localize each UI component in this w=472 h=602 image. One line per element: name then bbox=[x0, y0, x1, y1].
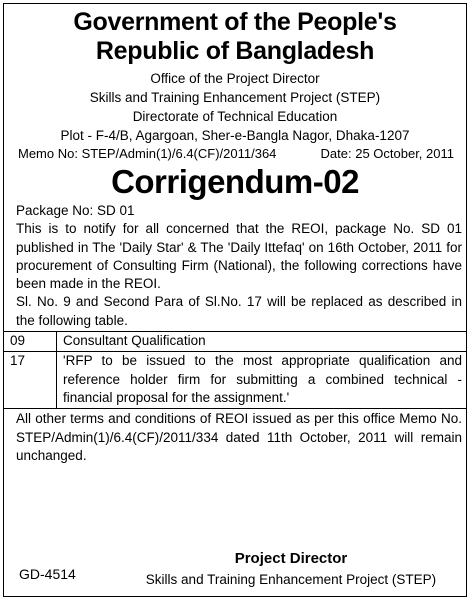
government-title-line2: Republic of Bangladesh bbox=[95, 37, 375, 65]
signatory-block bbox=[126, 548, 456, 590]
gd-code: GD-4514 bbox=[19, 566, 76, 582]
signatory-title: Project Director bbox=[234, 550, 348, 567]
notice-frame bbox=[3, 3, 467, 597]
corrections-table bbox=[4, 331, 466, 409]
closing-paragraph bbox=[4, 409, 466, 465]
footer bbox=[4, 542, 466, 590]
notice-paragraph: This is to notify for all concerned that the REOI, package No. SD 01 published in The 'Daily Star' & The 'Daily Ittefaq' on 16th October, 2011 for procurement of Consulting Firm (National), the following corrections have been made in the REOI. bbox=[16, 221, 462, 292]
row-text: 'RFP to be issued to the most appropriate qualification and reference holder firm for submitting a combined technical - financial proposal for the assignment.' bbox=[57, 352, 467, 409]
office-block bbox=[4, 69, 466, 145]
row-text: Consultant Qualification bbox=[57, 332, 467, 352]
notice-body bbox=[4, 202, 466, 330]
government-title bbox=[4, 8, 466, 66]
closing-text: All other terms and conditions of REOI issued as per this office Memo No. STEP/Admin(1)/6.4(CF)/2011/334 dated 11th October, 2011 will remain unchanged. bbox=[16, 411, 462, 463]
table-row bbox=[4, 332, 466, 352]
corrigendum-title: Corrigendum-02 bbox=[111, 163, 359, 200]
package-number: Package No: SD 01 bbox=[16, 203, 135, 218]
replacement-note: Sl. No. 9 and Second Para of Sl.No. 17 will be replaced as described in the following table. bbox=[16, 294, 462, 328]
office-line3: Directorate of Technical Education bbox=[132, 109, 338, 124]
memo-line bbox=[4, 145, 466, 162]
office-line1: Office of the Project Director bbox=[150, 71, 320, 86]
row-serial: 09 bbox=[4, 332, 57, 352]
memo-date: Date: 25 October, 2011 bbox=[320, 146, 454, 161]
office-address: Plot - F-4/B, Agargoan, Sher-e-Bangla Nagor, Dhaka-1207 bbox=[60, 128, 410, 143]
table-row bbox=[4, 352, 466, 409]
government-title-line1: Government of the People's bbox=[73, 8, 397, 36]
row-serial: 17 bbox=[4, 352, 57, 409]
memo-number: Memo No: STEP/Admin(1)/6.4(CF)/2011/364 bbox=[18, 146, 277, 161]
office-line2: Skills and Training Enhancement Project (STEP) bbox=[89, 90, 381, 105]
signatory-organization: Skills and Training Enhancement Project (STEP) bbox=[145, 572, 437, 587]
